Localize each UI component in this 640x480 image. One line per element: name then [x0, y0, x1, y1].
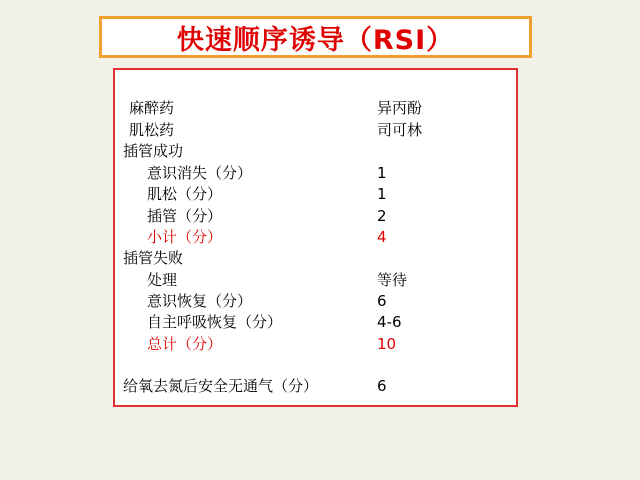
row-label: 处理	[147, 271, 178, 289]
row-value: 1	[377, 185, 387, 203]
row-anesthetic	[115, 97, 516, 119]
slide-title-box	[99, 16, 532, 58]
row-label: 意识消失（分）	[147, 164, 253, 182]
row-label: 给氧去氮后安全无通气（分）	[123, 377, 319, 395]
row-relaxant	[115, 119, 516, 141]
row-value: 6	[377, 292, 387, 310]
section-header: 插管成功	[123, 142, 184, 160]
content-box	[113, 68, 518, 407]
row-label: 自主呼吸恢复（分）	[147, 313, 283, 331]
row-handling	[115, 269, 516, 291]
row-value: 6	[377, 377, 387, 395]
row-success-header	[115, 140, 516, 162]
row-intubation	[115, 205, 516, 227]
row-label: 肌松药	[129, 121, 175, 139]
row-failure-header	[115, 247, 516, 269]
row-label: 总计（分）	[147, 335, 223, 353]
row-value: 等待	[377, 271, 408, 289]
row-muscle-relax	[115, 183, 516, 205]
row-value: 1	[377, 164, 387, 182]
row-safe-apnea	[115, 375, 516, 397]
row-label: 麻醉药	[129, 99, 175, 117]
row-value: 4	[377, 228, 387, 246]
slide-title: 快速顺序诱导（RSI）	[176, 24, 455, 56]
row-value: 司可林	[377, 121, 423, 139]
row-value: 异丙酚	[377, 99, 423, 117]
row-value: 4-6	[377, 313, 402, 331]
row-label: 意识恢复（分）	[147, 292, 253, 310]
row-loss-of-consciousness	[115, 162, 516, 184]
section-header: 插管失败	[123, 249, 184, 267]
row-label: 插管（分）	[147, 207, 223, 225]
row-subtotal	[115, 226, 516, 248]
row-total	[115, 333, 516, 355]
row-value: 10	[377, 335, 397, 353]
row-label: 小计（分）	[147, 228, 223, 246]
row-consciousness-recovery	[115, 290, 516, 312]
row-value: 2	[377, 207, 387, 225]
row-label: 肌松（分）	[147, 185, 223, 203]
row-spontaneous-breathing	[115, 311, 516, 333]
